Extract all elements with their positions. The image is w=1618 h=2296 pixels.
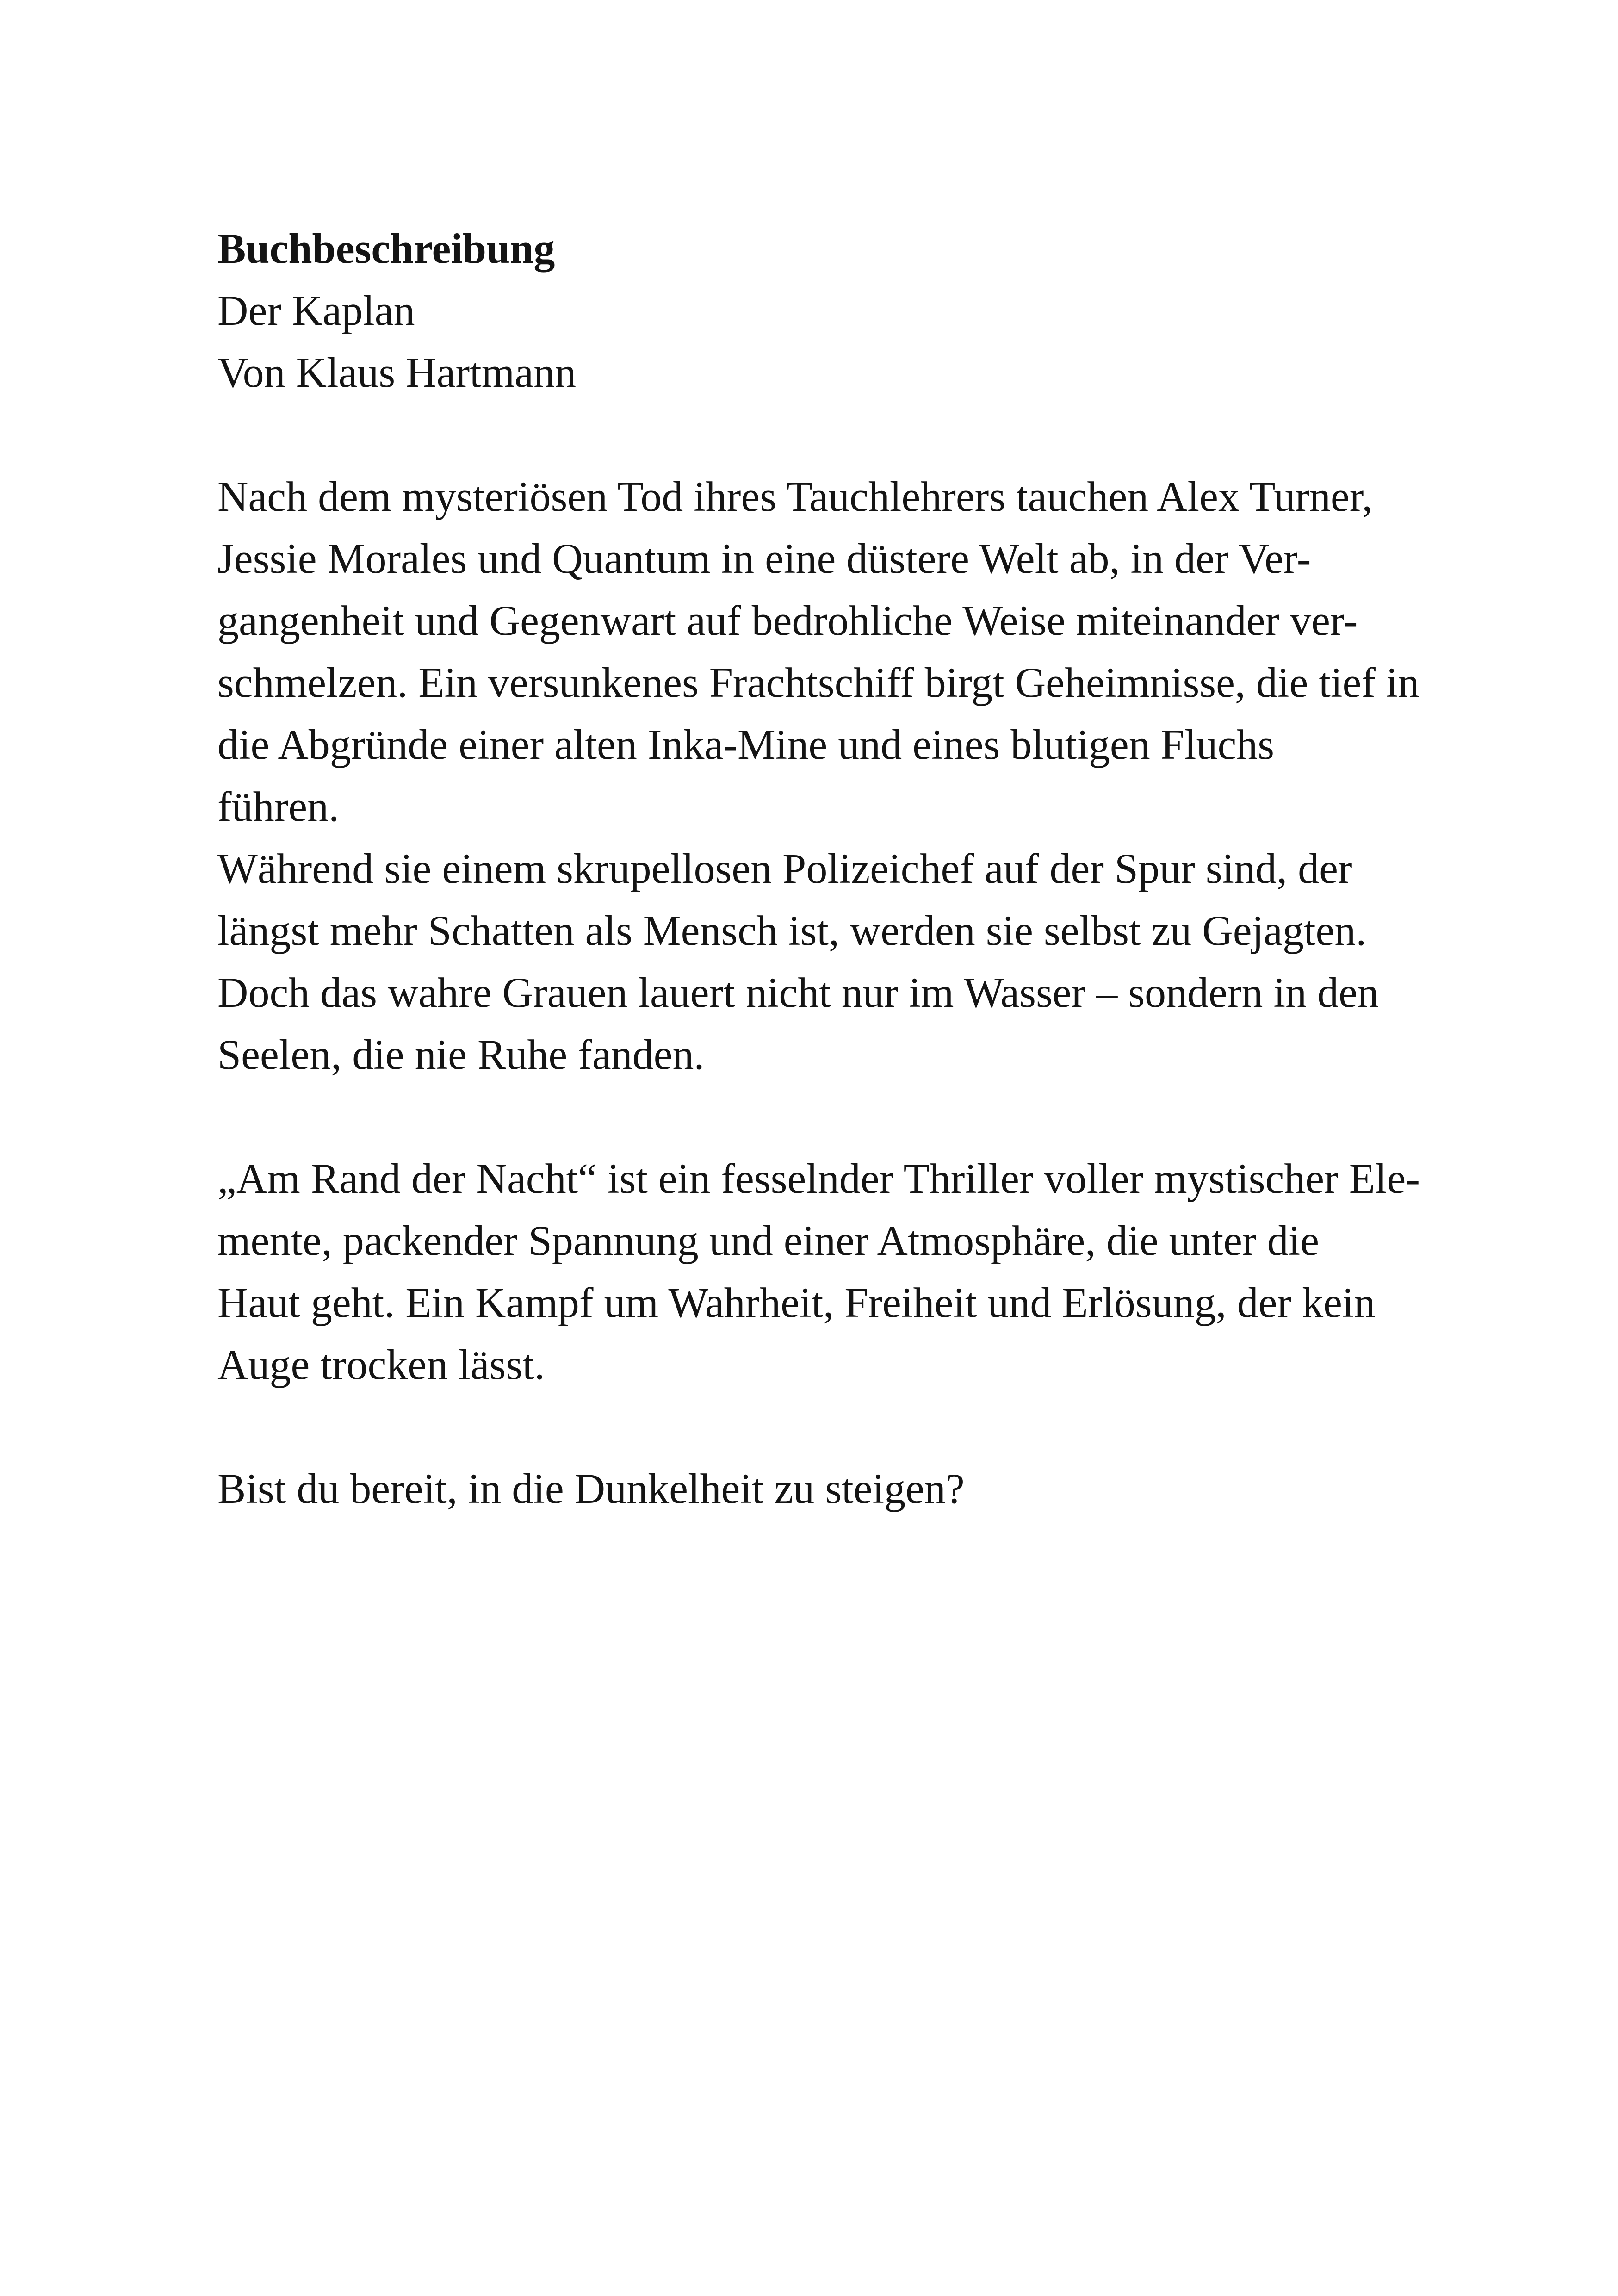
text-line: mente, packender Spannung und einer Atmosphäre, die unter die: [217, 1217, 1320, 1264]
closing-question: Bist du bereit, in die Dunkelheit zu steigen?: [217, 1465, 965, 1512]
heading: Buchbeschreibung: [217, 225, 555, 272]
paragraph-1: [217, 465, 1420, 838]
text-line: gangenheit und Gegenwart auf bedrohliche Weise miteinander ver-: [217, 597, 1358, 644]
book-title: Der Kaplan: [217, 287, 415, 334]
spacer: [217, 403, 1420, 465]
text-line: Jessie Morales und Quantum in eine düstere Welt ab, in der Ver-: [217, 535, 1311, 582]
text-line: Nach dem mysteriösen Tod ihres Tauchlehrers tauchen Alex Turner,: [217, 473, 1373, 520]
spacer: [217, 1396, 1420, 1458]
text-line: Doch das wahre Grauen lauert nicht nur im Wasser – sondern in den: [217, 969, 1379, 1016]
book-author: Von Klaus Hartmann: [217, 349, 577, 396]
book-description: [217, 217, 1420, 1520]
text-line: Haut geht. Ein Kampf um Wahrheit, Freiheit und Erlösung, der kein: [217, 1279, 1376, 1326]
text-line: Seelen, die nie Ruhe fanden.: [217, 1031, 705, 1078]
text-line: die Abgründe einer alten Inka-Mine und eines blutigen Fluchs: [217, 721, 1275, 768]
text-line: Während sie einem skrupellosen Polizeichef auf der Spur sind, der: [217, 845, 1352, 892]
text-line: schmelzen. Ein versunkenes Frachtschiff birgt Geheimnisse, die tief in: [217, 659, 1420, 706]
paragraph-2: [217, 838, 1420, 1086]
text-line: Auge trocken lässt.: [217, 1341, 545, 1388]
paragraph-3: [217, 1148, 1420, 1396]
spacer: [217, 1086, 1420, 1148]
text-line: längst mehr Schatten als Mensch ist, werden sie selbst zu Gejagten.: [217, 907, 1367, 954]
text-line: „Am Rand der Nacht“ ist ein fesselnder Thriller voller mystischer Ele-: [217, 1155, 1420, 1202]
text-line: führen.: [217, 783, 340, 830]
